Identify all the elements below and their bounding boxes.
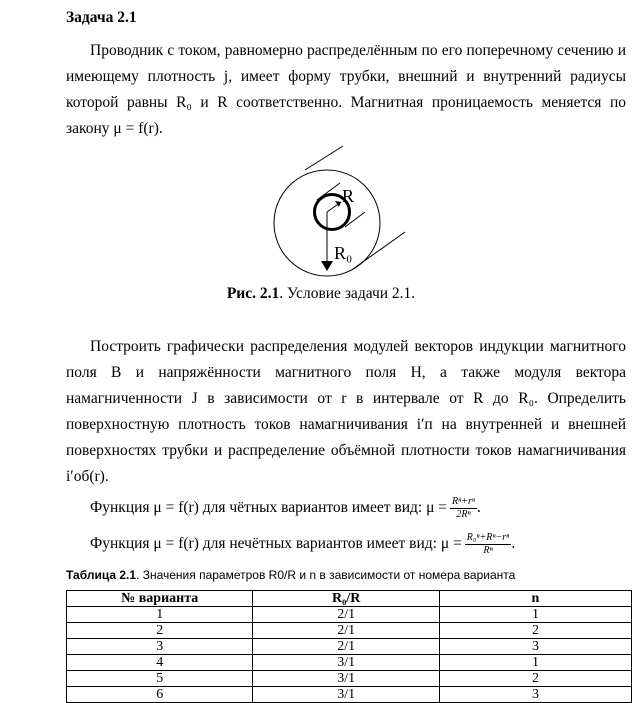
paragraph-2	[66, 334, 626, 490]
label-R0: R₀	[334, 243, 353, 263]
para1-line: Проводник с током, равномерно распределённым по его поперечному сечению и	[90, 42, 626, 59]
table-row: 1 2/1 1	[67, 607, 632, 623]
table-header-row	[67, 591, 632, 607]
paragraph-1	[66, 38, 626, 142]
label-R: R	[342, 186, 355, 206]
header-ratio: R₀/R	[253, 591, 439, 607]
para2-line: Построить графически распределения модулей векторов индукции магнитного	[90, 338, 626, 355]
para2-line: поля B и напряжённости магнитного поля H, а также модуля вектора намагниченности	[66, 364, 626, 407]
function-even: Функция μ = f(r) для чётных вариантов имеет вид: μ = $\frac{\text{Rⁿ+rⁿ}}{\text{2Rⁿ}}$ .	[90, 495, 481, 520]
table-row: 3 2/1 3	[67, 639, 632, 655]
task-title: Задача 2.1	[66, 9, 137, 26]
function-odd: Функция μ = f(r) для нечётных вариантов имеет вид: μ = $\frac{\text{R₀ⁿ+Rⁿ−rⁿ}}{\text{Rⁿ}}$ .	[90, 531, 516, 556]
para1-line: имеющему плотность j, имеет форму трубки, внешний и внутренний радиусы которой	[66, 68, 626, 111]
header-n: n	[439, 591, 631, 607]
para2-line: токов намагничивания i′п на внутренней и внешней поверхностях трубки и	[66, 416, 627, 459]
para2-line: распределение объёмной плотности токов намагничивания i′об(r).	[66, 442, 626, 485]
table-row: 6 3/1 3	[67, 687, 632, 703]
table-row: 2 2/1 2	[67, 623, 632, 639]
table-row: 5 3/1 2	[67, 671, 632, 687]
document-page	[0, 8, 626, 703]
table-row: 4 3/1 1	[67, 655, 632, 671]
para2-line: J в зависимости от r в интервале от R до R₀. Определить поверхностную плотность	[66, 390, 626, 433]
figure-container	[66, 142, 626, 282]
fraction-odd: $\frac{\text{R₀ⁿ+Rⁿ−rⁿ}}{\text{Rⁿ}}$	[466, 531, 510, 556]
table-caption: Таблица 2.1. Значения параметров R0/R и n в зависимости от номера варианта	[66, 568, 516, 582]
para1-line: равны R₀ и R соответственно. Магнитная проницаемость меняется по закону μ = f(r).	[66, 94, 626, 137]
tube-figure	[255, 138, 425, 283]
fraction-even: $\frac{\text{Rⁿ+rⁿ}}{\text{2Rⁿ}}$	[452, 495, 476, 520]
figure-caption: Рис. 2.1. Условие задачи 2.1.	[226, 285, 416, 302]
header-variant: № варианта	[67, 591, 253, 607]
variants-table	[66, 590, 632, 703]
